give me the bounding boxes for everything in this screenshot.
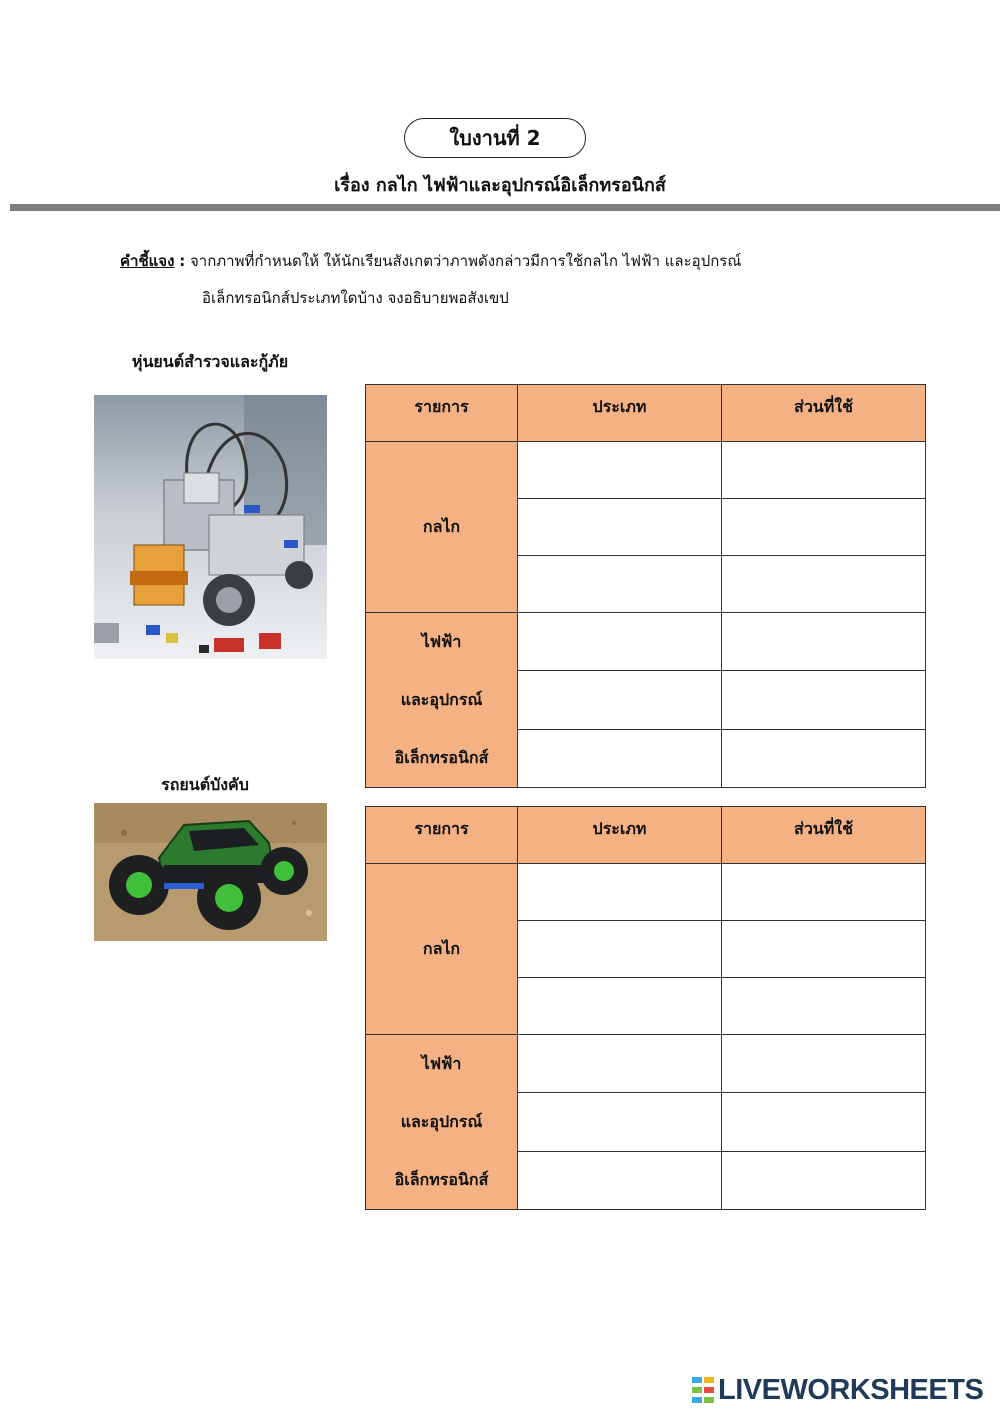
answer-cell-type[interactable] — [518, 978, 722, 1035]
liveworksheets-logo[interactable] — [692, 1372, 983, 1408]
answer-cell-type[interactable] — [518, 613, 722, 671]
column-header-item: รายการ — [366, 807, 518, 864]
category-electric-line-3: อิเล็กทรอนิกส์ — [394, 1170, 489, 1189]
category-mechanism: กลไก — [366, 442, 518, 613]
robot-illustration — [94, 395, 327, 659]
answer-cell-part-used[interactable] — [722, 499, 926, 556]
answer-cell-type[interactable] — [518, 729, 722, 787]
category-electric — [366, 613, 518, 788]
table-row — [366, 442, 926, 499]
instructions-line-2: อิเล็กทรอนิกส์ประเภทใดบ้าง จงอธิบายพอสังเขป — [202, 289, 509, 307]
answer-cell-part-used[interactable] — [722, 978, 926, 1035]
rc-car-table — [365, 806, 926, 1210]
worksheet-title — [404, 118, 586, 158]
answer-cell-type[interactable] — [518, 1093, 722, 1151]
instructions-colon: : — [179, 252, 186, 270]
answer-cell-part-used[interactable] — [722, 613, 926, 671]
answer-cell-type[interactable] — [518, 1035, 722, 1093]
worksheet-subtitle: เรื่อง กลไก ไฟฟ้าและอุปกรณ์อิเล็กทรอนิกส์ — [334, 175, 666, 196]
instructions — [120, 243, 880, 317]
robot-table-header-row — [366, 385, 926, 442]
category-electric-line-2: และอุปกรณ์ — [400, 690, 483, 709]
answer-cell-part-used[interactable] — [722, 729, 926, 787]
robot-photo — [94, 395, 327, 659]
table-row — [366, 1035, 926, 1093]
answer-cell-type[interactable] — [518, 442, 722, 499]
category-mechanism: กลไก — [366, 864, 518, 1035]
table-row — [366, 613, 926, 671]
answer-cell-part-used[interactable] — [722, 442, 926, 499]
answer-cell-part-used[interactable] — [722, 864, 926, 921]
rc-car-caption: รถยนต์บังคับ — [161, 775, 249, 794]
answer-cell-part-used[interactable] — [722, 1151, 926, 1209]
answer-cell-part-used[interactable] — [722, 921, 926, 978]
category-electric-line-1: ไฟฟ้า — [421, 632, 462, 651]
table-row — [366, 864, 926, 921]
header-divider — [10, 204, 1000, 211]
instructions-label: คำชี้แจง — [120, 252, 175, 270]
answer-cell-part-used[interactable] — [722, 671, 926, 729]
answer-cell-part-used[interactable] — [722, 556, 926, 613]
liveworksheets-icon — [692, 1377, 714, 1403]
rc-car-table-header-row — [366, 807, 926, 864]
robot-table — [365, 384, 926, 788]
category-electric — [366, 1035, 518, 1210]
rc-car-illustration — [94, 803, 327, 941]
answer-cell-type[interactable] — [518, 499, 722, 556]
instructions-line-1: จากภาพที่กำหนดให้ ให้นักเรียนสังเกตว่าภาพดังกล่าวมีการใช้กลไก ไฟฟ้า และอุปกรณ์ — [189, 252, 742, 270]
answer-cell-type[interactable] — [518, 921, 722, 978]
category-electric-line-1: ไฟฟ้า — [421, 1054, 462, 1073]
rc-car-photo — [94, 803, 327, 941]
answer-cell-type[interactable] — [518, 864, 722, 921]
answer-cell-type[interactable] — [518, 1151, 722, 1209]
category-electric-line-3: อิเล็กทรอนิกส์ — [394, 748, 489, 767]
answer-cell-part-used[interactable] — [722, 1035, 926, 1093]
column-header-part-used: ส่วนที่ใช้ — [722, 385, 926, 442]
liveworksheets-wordmark: LIVEWORKSHEETS — [718, 1373, 984, 1406]
answer-cell-part-used[interactable] — [722, 1093, 926, 1151]
robot-caption: หุ่นยนต์สำรวจและกู้ภัย — [131, 352, 289, 371]
answer-cell-type[interactable] — [518, 671, 722, 729]
answer-cell-type[interactable] — [518, 556, 722, 613]
category-electric-line-2: และอุปกรณ์ — [400, 1112, 483, 1131]
column-header-type: ประเภท — [518, 807, 722, 864]
worksheet-title-text: ใบงานที่ 2 — [449, 126, 541, 150]
column-header-type: ประเภท — [518, 385, 722, 442]
column-header-part-used: ส่วนที่ใช้ — [722, 807, 926, 864]
column-header-item: รายการ — [366, 385, 518, 442]
